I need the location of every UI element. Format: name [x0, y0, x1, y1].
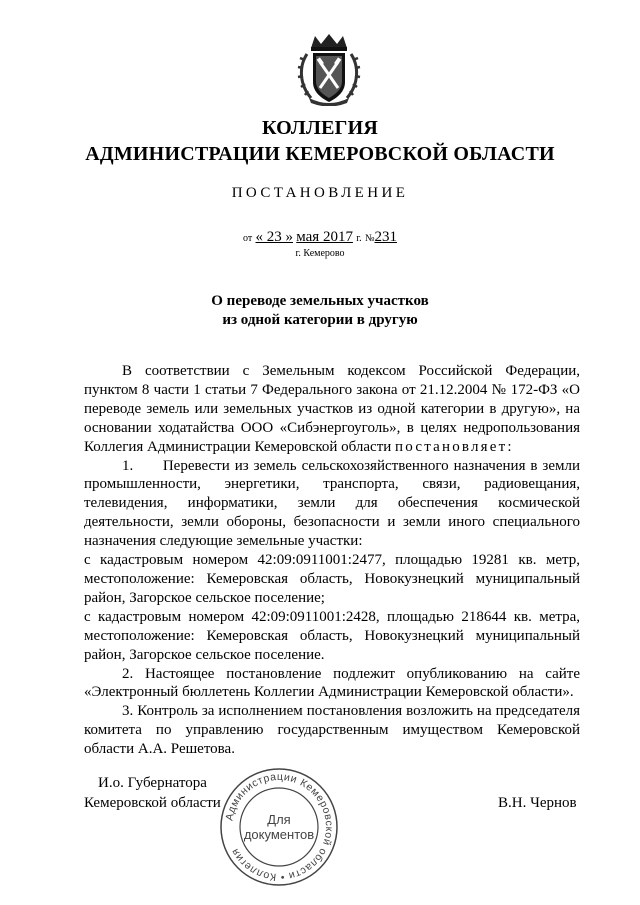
subject-line-1: О переводе земельных участков — [211, 293, 429, 309]
year-suffix: г. — [356, 233, 362, 244]
item-2: 2. Настоящее постановление подлежит опубликованию на сайте «Электронный бюллетень Коллегии Администрации Кемеровской области». — [84, 665, 580, 701]
subject-line-2: из одной категории в другую — [222, 312, 418, 328]
coat-of-arms-emblem — [297, 32, 361, 106]
signer-position-line-2: Кемеровской области — [84, 795, 221, 811]
item-1: 1. Перевести из земель сельскохозяйственного назначения в земли промышленности, энергетики, транспорта, связи, радиовещания, телевидения, информатики, земли для обеспечения космической деятельности, земли обороны, безопасности и земли иного специального назначения следующие земельные участки: — [84, 457, 580, 550]
date-number-line — [0, 229, 640, 246]
stamp-ring-text: Администрации Кемеровской области • Коллегия — [223, 770, 336, 884]
date-month-year: мая 2017 — [296, 229, 353, 245]
intro-paragraph — [84, 362, 580, 457]
resolves-word: постановляет: — [395, 438, 514, 455]
signer-position-line-1: И.о. Губернатора — [98, 775, 207, 791]
land-plot-1: с кадастровым номером 42:09:0911001:2477, площадью 19281 кв. метр, местоположение: Кемеровская область, Новокузнецкий муниципальный район, Загорское сельское поселение; — [84, 552, 580, 606]
document-number: 231 — [374, 229, 397, 245]
stamp-inner-line-1: Для — [267, 812, 291, 827]
date-prefix: от — [243, 233, 253, 244]
signer-name: В.Н. Чернов — [498, 795, 577, 811]
collegium-title: КОЛЛЕГИЯ — [261, 117, 379, 139]
official-stamp — [218, 766, 340, 888]
document-body — [84, 362, 580, 759]
stamp-inner-line-2: документов — [243, 827, 315, 842]
city: г. Кемерово — [295, 248, 345, 259]
administration-title: АДМИНИСТРАЦИИ КЕМЕРОВСКОЙ ОБЛАСТИ — [85, 143, 555, 165]
item-3: 3. Контроль за исполнением постановления возложить на председателя комитета по управлению государственным имуществом Кемеровской области А.А. Решетова. — [84, 703, 580, 758]
document-type: ПОСТАНОВЛЕНИЕ — [231, 185, 409, 201]
date-day: « 23 » — [255, 229, 293, 245]
number-sign: № — [364, 233, 375, 244]
intro-text: В соответствии с Земельным кодексом Российской Федерации, пунктом 8 части 1 статьи 7 Федерального закона от 21.12.2004 № 172-ФЗ «О переводе земель или земельных участков из одной категории в другую», на основании ходатайства ООО «Сибэнергоуголь», в целях недропользования Коллегия Администрации Кемеровской области — [84, 363, 580, 455]
land-plot-2: с кадастровым номером 42:09:0911001:2428, площадью 218644 кв. метра, местоположение: Кемеровская область, Новокузнецкий муниципальный район, Загорское сельское поселение. — [84, 608, 580, 663]
